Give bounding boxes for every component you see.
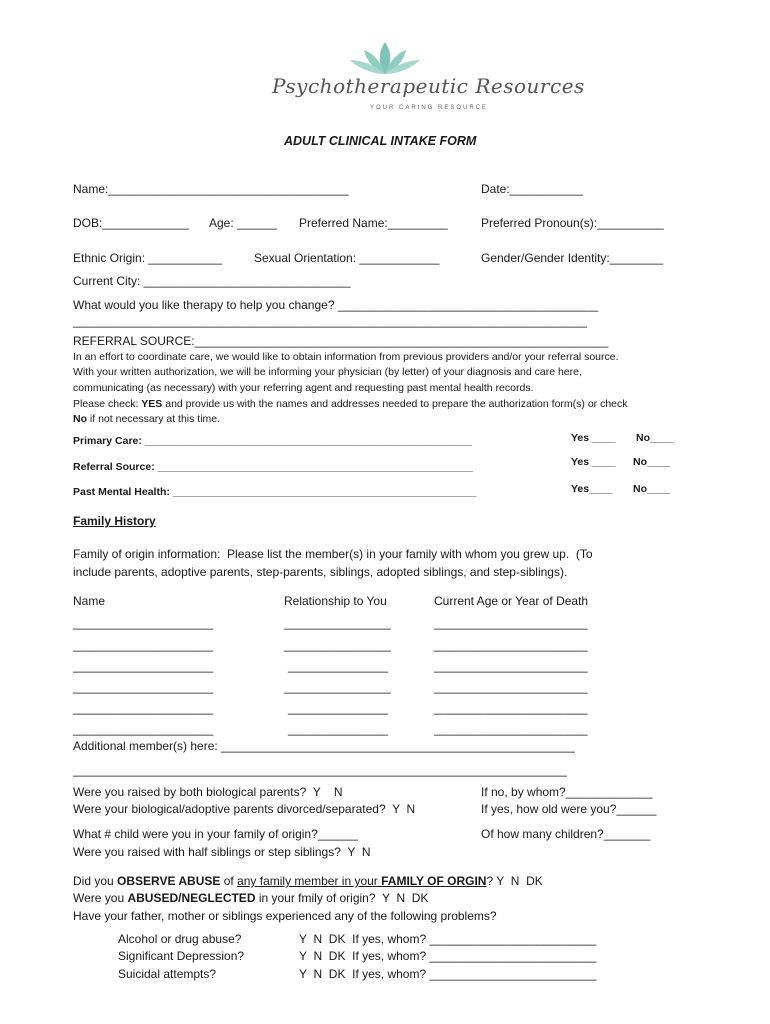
problem-label: Suicidal attempts? [118,967,217,981]
dob-field[interactable]: DOB:_____________ [73,216,190,230]
no-word: No [73,413,87,425]
family-problems-question: Have your father, mother or siblings experienced any of the following problems? [73,909,497,923]
coordinate-line-3: communicating (as necessary) with your referring agent and requesting past mental health records. [73,382,534,394]
relationship-cell[interactable]: _______________ [288,701,389,715]
member-name-cell[interactable]: _____________________ [73,638,214,652]
referral-source-no[interactable]: No____ [633,456,671,468]
problem-answer[interactable]: Y N DK If yes, whom? _________________________ [299,967,597,981]
family-history-heading: Family History [73,514,156,528]
age-field[interactable]: Age: ______ [209,216,278,230]
preferred-name-field[interactable]: Preferred Name:_________ [299,216,448,230]
referral-source-yes[interactable]: Yes ____ [571,456,616,468]
primary-care-field[interactable] [73,434,472,449]
relationship-cell[interactable]: ________________ [284,680,391,694]
therapy-goal-field[interactable]: What would you like therapy to help you change? _______________________________________ [73,298,599,312]
observe-text-1: Did you [73,874,118,888]
relationship-cell[interactable]: _______________ [288,659,389,673]
primary-care-yes[interactable]: Yes ____ [571,432,616,444]
if-no-by-whom[interactable]: If no, by whom?_____________ [481,785,653,799]
past-mental-health-no[interactable]: No____ [633,483,671,495]
age-cell[interactable]: _______________________ [434,616,588,630]
member-name-cell[interactable]: _____________________ [73,722,214,736]
logo-name: Psychotherapeutic Resources [272,74,585,98]
observe-text-3: of [220,874,238,888]
age-cell[interactable]: _______________________ [434,659,588,673]
col-relationship-header: Relationship to You [284,594,387,608]
past-mental-health-label: Past Mental Health: ____________________________________________________ [73,486,477,498]
abused-text-2: ABUSED/NEGLECTED [127,891,256,905]
coordinate-line-1: In an effort to coordinate care, we would like to obtain information from previous providers and/or your referral source. [73,351,619,363]
please-check-line [73,397,628,412]
no-post: if not necessary at this time. [87,413,221,425]
age-cell[interactable]: _______________________ [434,701,588,715]
coordinate-line-2: With your written authorization, we will be informing your physician (by letter) of your diagnosis and care here, [73,366,582,378]
member-name-cell[interactable]: _____________________ [73,659,214,673]
primary-care-no[interactable]: No____ [636,432,674,444]
col-name-header: Name [73,594,106,608]
table-row[interactable] [73,615,213,631]
child-number-field[interactable]: What # child were you in your family of origin?______ [73,827,358,841]
therapy-goal-line[interactable]: _____________________________________________________________________________ [73,314,587,328]
problem-label: Significant Depression? [118,949,245,963]
logo-tagline: YOUR CARING RESOURCE [370,105,489,111]
table-row[interactable] [73,700,213,716]
referral-source-field[interactable]: REFERRAL SOURCE:______________________________________________________________ [73,334,609,348]
table-row[interactable] [73,658,213,674]
relationship-cell[interactable]: ________________ [284,638,391,652]
form-title: ADULT CLINICAL INTAKE FORM [284,134,477,148]
additional-members-field[interactable]: Additional member(s) here: _____________________________________________________ [73,739,575,753]
relationship-cell[interactable]: _______________ [288,722,389,736]
table-row[interactable] [73,721,213,737]
additional-members-line[interactable]: __________________________________________________________________________ [73,763,567,777]
observe-text-2: OBSERVE ABUSE [117,874,221,888]
abused-neglected-question[interactable] [73,890,428,906]
age-cell[interactable]: _______________________ [434,722,588,736]
member-name-cell[interactable]: _____________________ [73,680,214,694]
referral-source-label: Referral Source: ______________________________________________________ [73,461,473,473]
age-cell[interactable]: _______________________ [434,680,588,694]
please-check-pre: Please check: [73,398,142,410]
half-siblings-question[interactable]: Were you raised with half siblings or step siblings? Y N [73,845,371,859]
member-name-cell[interactable]: _____________________ [73,616,214,630]
observe-text-6: ? Y N DK [486,874,543,888]
please-check-post: and provide us with the names and addresses needed to prepare the authorization form(s) or check [162,398,628,410]
name-field[interactable]: Name:____________________________________ [73,182,349,196]
family-intro-2: include parents, adoptive parents, step-parents, siblings, adopted siblings, and step-siblings). [73,565,568,579]
current-city-field[interactable]: Current City: _______________________________ [73,274,351,288]
gender-identity-field[interactable]: Gender/Gender Identity:________ [481,251,664,265]
raised-both-parents[interactable]: Were you raised by both biological parents? Y N [73,785,343,799]
parents-divorced[interactable]: Were your biological/adoptive parents divorced/separated? Y N [73,802,416,816]
primary-care-label: Primary Care: ________________________________________________________ [73,435,472,447]
relationship-cell[interactable]: ________________ [284,616,391,630]
member-name-cell[interactable]: _____________________ [73,701,214,715]
yes-word: YES [141,398,163,410]
if-yes-how-old[interactable]: If yes, how old were you?______ [481,802,657,816]
problem-answer[interactable]: Y N DK If yes, whom? _________________________ [299,932,597,946]
sexual-orientation-field[interactable]: Sexual Orientation: ____________ [254,251,440,265]
no-line [73,412,220,427]
abused-text-3: in your fmily of origin? Y N DK [255,891,429,905]
table-row[interactable] [73,637,213,653]
ethnic-origin-field[interactable]: Ethnic Origin: ___________ [73,251,222,265]
date-field[interactable]: Date:___________ [481,182,584,196]
col-age-header: Current Age or Year of Death [434,594,589,608]
logo [270,40,585,111]
past-mental-health-yes[interactable]: Yes____ [571,483,613,495]
past-mental-health-row[interactable] [73,485,476,500]
problem-label: Alcohol or drug abuse? [118,932,242,946]
family-intro-1: Family of origin information: Please list the member(s) in your family with whom you grew up. (To [73,547,593,561]
abused-text-1: Were you [73,891,128,905]
table-row[interactable] [73,679,213,695]
preferred-pronoun-field[interactable]: Preferred Pronoun(s):__________ [481,216,664,230]
how-many-children-field[interactable]: Of how many children?_______ [481,827,651,841]
observe-text-5: FAMILY OF ORGIN [381,874,487,888]
observe-abuse-question[interactable] [73,873,543,889]
age-cell[interactable]: _______________________ [434,638,588,652]
problem-answer[interactable]: Y N DK If yes, whom? _________________________ [299,949,597,963]
observe-text-4: any family member in your [237,874,382,888]
referral-source-row[interactable] [73,460,473,475]
